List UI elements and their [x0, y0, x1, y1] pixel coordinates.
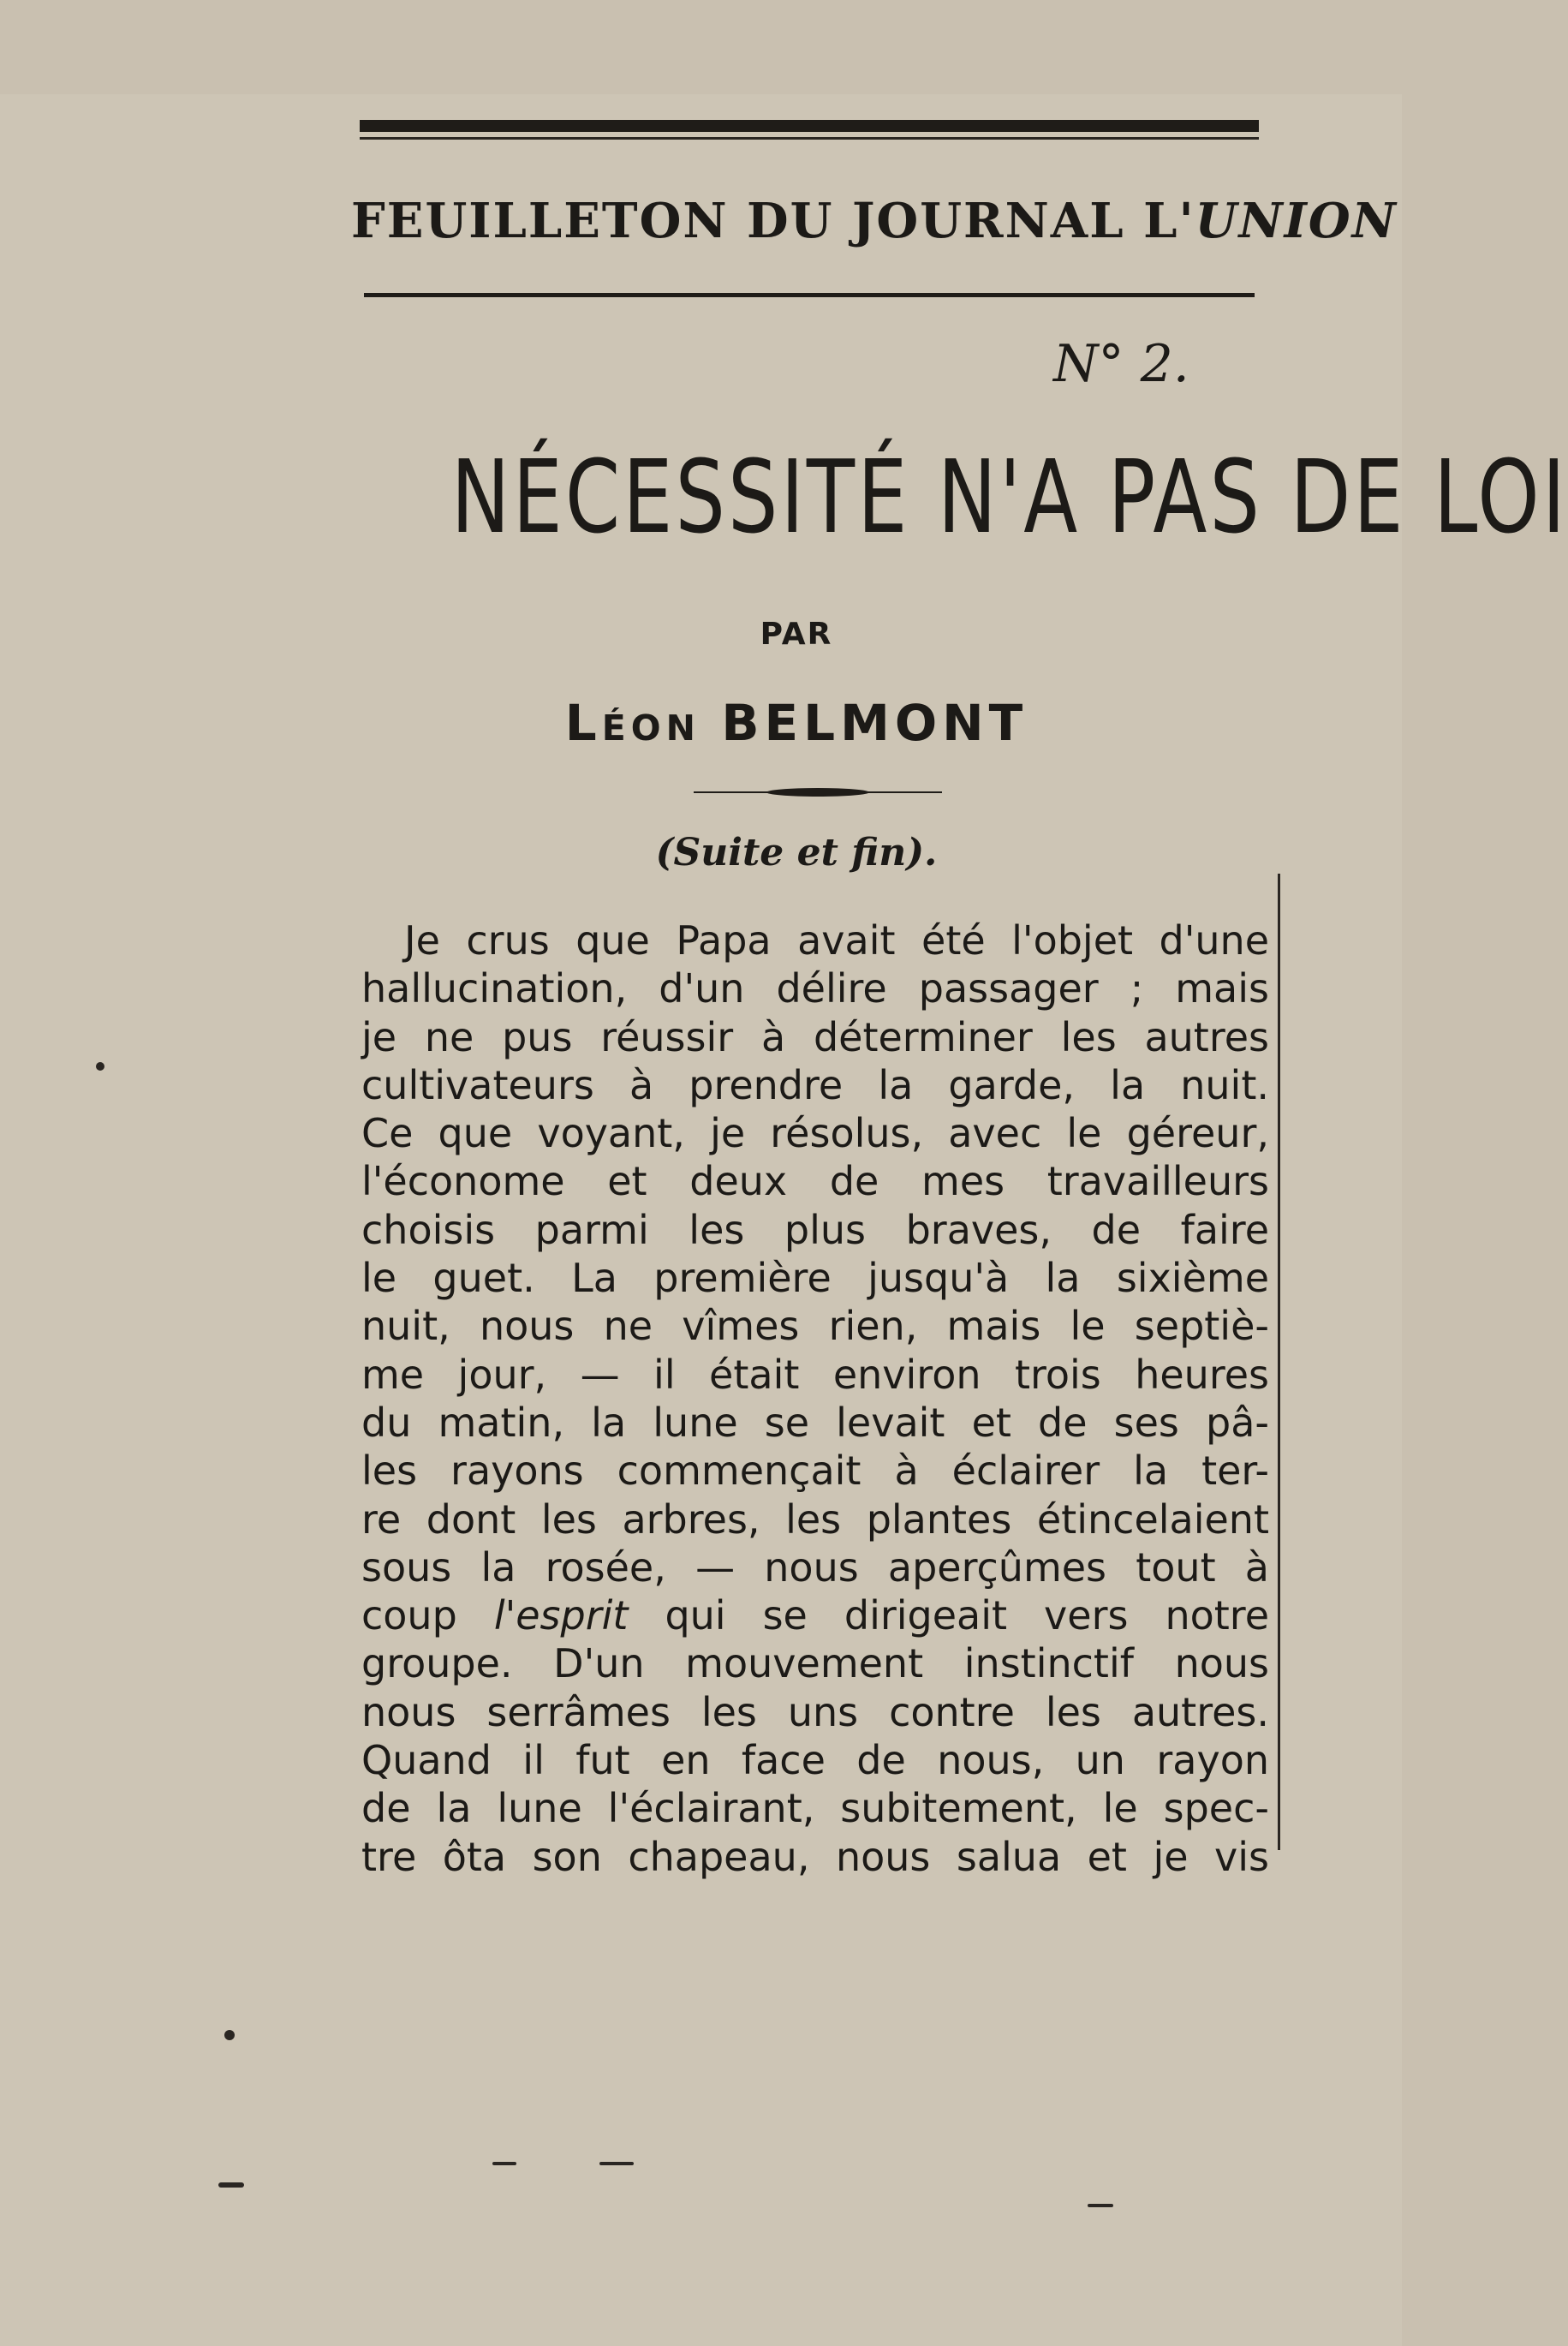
body-line: je ne pus réussir à déterminer les autres [361, 1013, 1269, 1060]
body-line: de la lune l'éclairant, subitement, le spec- [361, 1785, 1269, 1832]
body-line: choisis parmi les plus braves, de faire [361, 1206, 1269, 1253]
body-line: Ce que voyant, je résolus, avec le géreur, [361, 1110, 1269, 1157]
page-title: NÉCESSITÉ N'A PAS DE LOI [450, 438, 1568, 556]
body-line [361, 1591, 1269, 1639]
body-line: tre ôta son chapeau, nous salua et je vis [361, 1833, 1269, 1880]
byline-par: PAR [760, 617, 833, 652]
body-line: l'économe et deux de mes travailleurs [361, 1158, 1269, 1205]
author-last-name: BELMONT [721, 694, 1028, 752]
top-rule-thin [360, 137, 1259, 140]
paper-speck [599, 2162, 634, 2165]
paper-speck [224, 2030, 235, 2040]
author-name [351, 694, 1242, 752]
body-line: Je crus que Papa avait été l'objet d'une [404, 917, 1269, 964]
paper-speck [218, 2182, 244, 2188]
top-rule [360, 120, 1259, 132]
newspaper-clipping [351, 103, 1568, 1884]
masthead [351, 193, 1398, 249]
paper-speck [96, 1062, 104, 1071]
column-edge-rule [1278, 874, 1280, 1850]
body-line: groupe. D'un mouvement instinctif nous [361, 1640, 1269, 1687]
body-line-part: qui se dirigeait vers notre [665, 1592, 1269, 1639]
paper-speck [492, 2162, 516, 2165]
body-line: hallucination, d'un délire passager ; mais [361, 965, 1269, 1012]
body-line: nuit, nous ne vîmes rien, mais le septiè- [361, 1303, 1269, 1350]
masthead-prefix: FEUILLETON DU JOURNAL L' [351, 193, 1195, 249]
author-first-name: Léon [564, 694, 701, 752]
issue-number: N° 2. [1053, 334, 1189, 394]
masthead-rule [364, 293, 1255, 297]
ornament-divider [694, 779, 942, 805]
body-line: re dont les arbres, les plantes étincelaient [361, 1495, 1269, 1543]
body-line: nous serrâmes les uns contre les autres. [361, 1688, 1269, 1735]
body-line: me jour, — il était environ trois heures [361, 1351, 1269, 1398]
body-line: sous la rosée, — nous aperçûmes tout à [361, 1543, 1269, 1591]
masthead-journal-name: UNION [1195, 193, 1398, 249]
body-line: cultivateurs à prendre la garde, la nuit. [361, 1061, 1269, 1108]
body-line: le guet. La première jusqu'à la sixième [361, 1255, 1269, 1302]
paper-speck [1088, 2204, 1113, 2207]
body-line: Quand il fut en face de nous, un rayon [361, 1737, 1269, 1784]
article-body [361, 916, 1269, 1881]
body-line: les rayons commençait à éclairer la ter- [361, 1448, 1269, 1495]
subtitle: (Suite et fin). [655, 831, 938, 875]
body-line: du matin, la lune se levait et de ses pâ- [361, 1399, 1269, 1446]
body-line-part: coup [361, 1592, 457, 1639]
body-line-part: l'esprit [493, 1592, 629, 1639]
